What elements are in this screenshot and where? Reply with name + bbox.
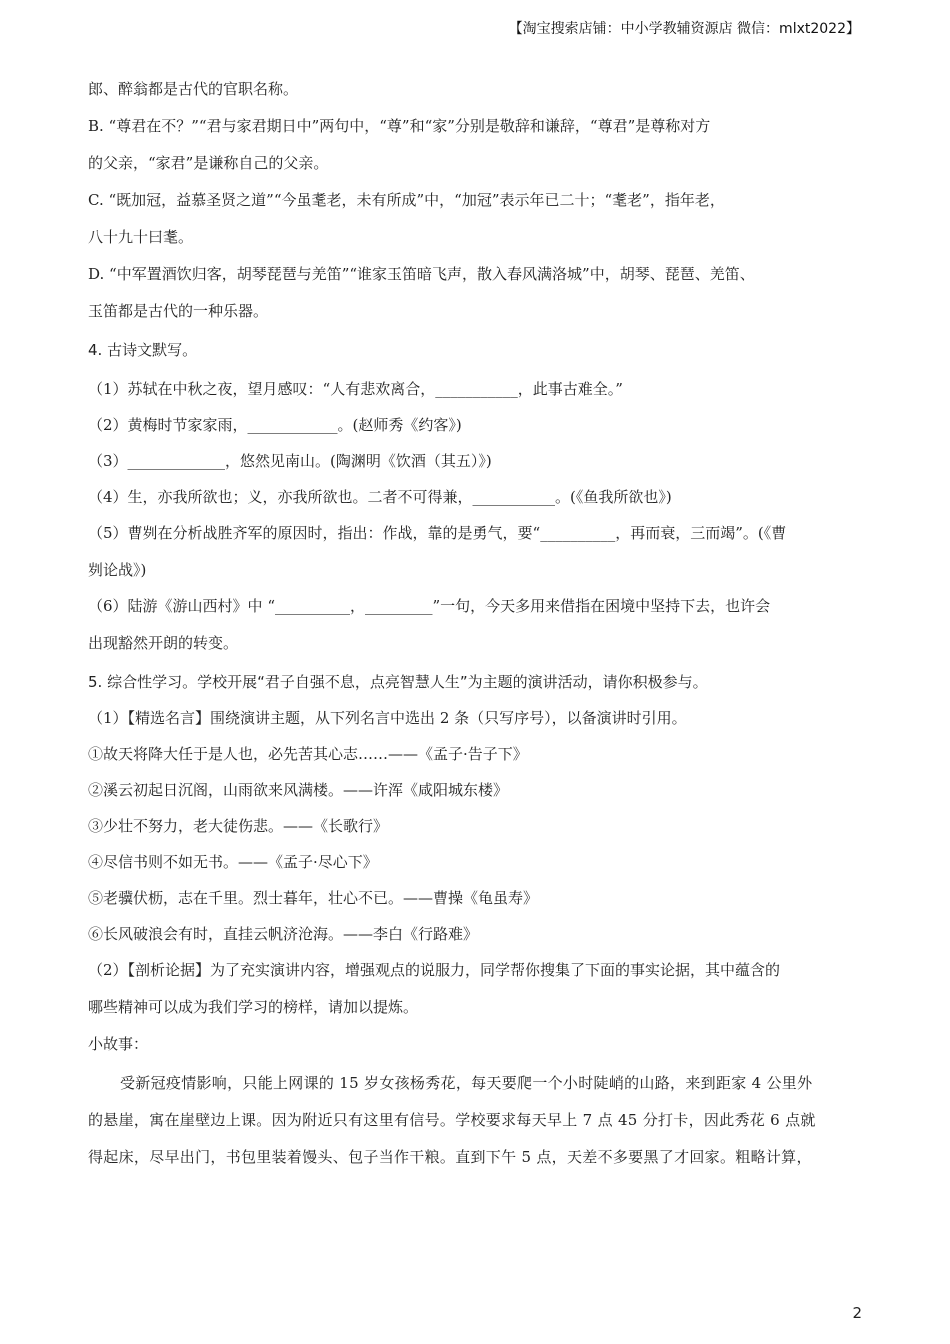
question-5-part-2-continuation: 哪些精神可以成为我们学习的榜样，请加以提炼。 xyxy=(88,998,419,1016)
question-4-item-3: （3）_____________，悠然见南山。(陶渊明《饮酒（其五）》) xyxy=(88,452,492,470)
question-5-part-1: （1）【精选名言】围绕演讲主题，从下列名言中选出 2 条（只写序号），以备演讲时引用。 xyxy=(88,709,687,727)
question-4-item-5-continuation: 刿论战》) xyxy=(88,561,147,579)
option-d-continuation: 玉笛都是古代的一种乐器。 xyxy=(88,302,269,320)
option-d: D. “中军置酒饮归客，胡琴琵琶与羌笛”“谁家玉笛暗飞声，散入春风满洛城”中，胡琴、琵琶、羌笛、 xyxy=(88,265,755,283)
option-b: B. “尊君在不？”“君与家君期日中”两句中，“尊”和“家”分别是敬辞和谦辞，“尊君”是尊称对方 xyxy=(88,117,711,135)
question-4-item-4: （4）生，亦我所欲也；义，亦我所欲也。二者不可得兼，___________。(《鱼我所欲也》) xyxy=(88,488,672,506)
page-number: 2 xyxy=(852,1304,862,1322)
option-b-continuation: 的父亲，“家君”是谦称自己的父亲。 xyxy=(88,154,329,172)
question-4-item-2: （2）黄梅时节家家雨，____________。(赵师秀《约客》) xyxy=(88,416,462,434)
quote-3: ③少壮不努力，老大徒伤悲。——《长歌行》 xyxy=(88,817,389,835)
question-4-item-6: （6）陆游《游山西村》中 “__________，_________”一句，今天多用来借指在困境中坚持下去，也许会 xyxy=(88,597,771,615)
story-paragraph-line-1: 受新冠疫情影响，只能上网课的 15 岁女孩杨秀花，每天要爬一个小时陡峭的山路，来到距家 4 公里外 xyxy=(120,1074,813,1092)
question-4-title: 4. 古诗文默写。 xyxy=(88,341,198,359)
quote-1: ①故天将降大任于是人也，必先苦其心志……——《孟子·告子下》 xyxy=(88,745,528,763)
page-header: 【淘宝搜索店铺：中小学教辅资源店 微信：mlxt2022】 xyxy=(508,21,860,37)
quote-6: ⑥长风破浪会有时，直挂云帆济沧海。——李白《行路难》 xyxy=(88,925,479,943)
option-a-continuation: 郎、醉翁都是古代的官职名称。 xyxy=(88,80,299,98)
quote-2: ②溪云初起日沉阁，山雨欲来风满楼。——许浑《咸阳城东楼》 xyxy=(88,781,509,799)
option-c: C. “既加冠，益慕圣贤之道”“今虽耄老，未有所成”中，“加冠”表示年已二十；“耄老”，指年老， xyxy=(88,191,725,209)
story-label: 小故事： xyxy=(88,1035,149,1053)
quote-5: ⑤老骥伏枥，志在千里。烈士暮年，壮心不已。——曹操《龟虽寿》 xyxy=(88,889,539,907)
document-body xyxy=(88,78,866,1168)
question-5-title: 5. 综合性学习。学校开展“君子自强不息，点亮智慧人生”为主题的演讲活动，请你积极参与。 xyxy=(88,673,708,691)
question-5-part-2: （2）【剖析论据】为了充实演讲内容，增强观点的说服力，同学帮你搜集了下面的事实论据，其中蕴含的 xyxy=(88,961,781,979)
option-c-continuation: 八十九十曰耄。 xyxy=(88,228,194,246)
question-4-item-6-continuation: 出现豁然开朗的转变。 xyxy=(88,634,239,652)
story-paragraph-line-2: 的悬崖，寓在崖壁边上课。因为附近只有这里有信号。学校要求每天早上 7 点 45 分打卡，因此秀花 6 点就 xyxy=(88,1111,816,1129)
question-4-item-5: （5）曹刿在分析战胜齐军的原因时，指出：作战，靠的是勇气，要“__________，再而衰，三而竭”。(《曹 xyxy=(88,524,787,542)
question-4-item-1: （1）苏轼在中秋之夜，望月感叹：“人有悲欢离合，___________，此事古难全。” xyxy=(88,380,623,398)
story-paragraph-line-3: 得起床，尽早出门，书包里装着馒头、包子当作干粮。直到下午 5 点，天差不多要黑了才回家。粗略计算， xyxy=(88,1148,812,1166)
quote-4: ④尽信书则不如无书。——《孟子·尽心下》 xyxy=(88,853,378,871)
